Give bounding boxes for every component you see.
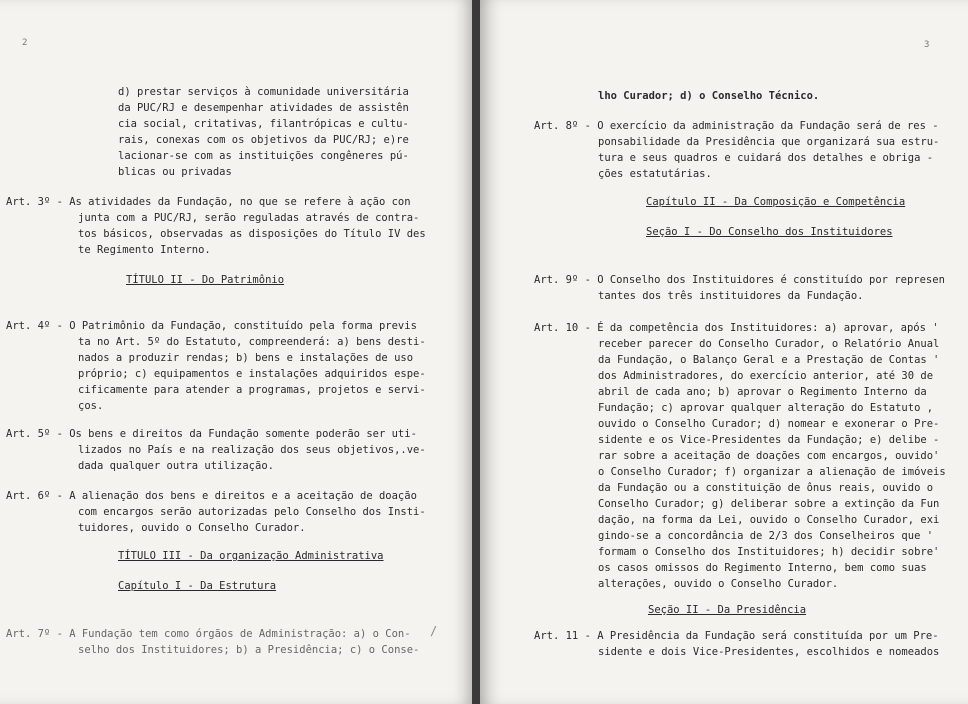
text-line: tos básicos, observadas as disposições do Título IV des [78, 228, 426, 240]
text-line: tuidores, ouvido o Conselho Curador. [78, 522, 306, 534]
text-line: Conselho Curador; g) deliberar sobre a extinção da Fun [598, 498, 940, 510]
text-line: te Regimento Interno. [78, 244, 211, 256]
text-line: gindo-se a concordância de 2/3 dos Conselheiros que ' [598, 530, 934, 542]
text-line: rais, conexas com os objetivos da PUC/RJ; e)re [118, 134, 409, 146]
text-line: receber parecer do Conselho Curador, o Relatório Anual [598, 338, 940, 350]
article-line: Art. 9º - O Conselho dos Instituidores é constituído por represen [534, 274, 945, 286]
text-line: cia social, critativas, filantrópicas e cultu- [118, 118, 409, 130]
text-line: Fundação; c) aprovar qualquer alteração do Estatuto , [598, 402, 934, 414]
text-line: dada qualquer outra utilização. [78, 460, 274, 472]
text-line: cificamente para atender a programas, projetos e servi- [78, 384, 426, 396]
section-heading: Seção I - Do Conselho dos Instituidores [646, 226, 893, 238]
text-line: formam o Conselho dos Instituidores; h) decidir sobre' [598, 546, 940, 558]
text-line: selho dos Instituidores; b) a Presidência; c) o Conse- [78, 644, 420, 656]
article-line: Art. 7º - A Fundação tem como órgãos de Administração: a) o Con- [6, 628, 411, 640]
article-line: Art. 11 - A Presidência da Fundação será constituída por um Pre- [534, 630, 939, 642]
text-line: nados a produzir rendas; b) bens e instalações de uso [78, 352, 414, 364]
article-line: Art. 5º - Os bens e direitos da Fundação somente poderão ser uti- [6, 428, 417, 440]
text-line: sidente e dois Vice-Presidentes, escolhidos e nomeados [598, 646, 940, 658]
text-line: tura e seus quadros e cuidará dos detalhes e obriga - [598, 152, 934, 164]
article-line: Art. 3º - As atividades da Fundação, no que se refere à ação con [6, 196, 411, 208]
article-line: Art. 8º - O exercício da administração da Fundação será de res - [534, 120, 939, 132]
article-line: Art. 6º - A alienação dos bens e direitos e a aceitação de doação [6, 490, 417, 502]
text-line: lizados no País e na realização dos seus objetivos,.ve- [78, 444, 426, 456]
left-page: 2 d) prestar serviços à comunidade universitária da PUC/RJ e desempenhar atividades de assistên cia social, critativas, filantrópicas e cultu- rais, conexas com os objetivos da PUC/RJ; e)re lacionar-se com as instituições congêneres pú- blicas ou privadas Art. 3º - As atividades da Fundação, no que se refere à ação con junta com a PUC/RJ, serão reguladas através de contra- tos básicos, observadas as disposições do Título IV des te Regimento Interno. TÍTULO II - Do Patrimônio Art. 4º - O Patrimônio da Fundação, constituído pela forma previs ta no Art. 5º do Estatuto, compreenderá: a) bens desti- nados a produzir rendas; b) bens e instalações de uso próprio; c) equipamentos e instalações adquiridos espe- cificamente para atender a programas, projetos e servi- ços. Art. 5º - Os bens e direitos da Fundação somente poderão ser uti- lizados no País e na realização dos seus objetivos,.ve- dada qualquer outra utilização. Art. 6º - A alienação dos bens e direitos e a aceitação de doação com encargos serão autorizadas pelo Conselho dos Insti- tuidores, ouvido o Conselho Curador. TÍTULO III - Da organização Administrativa Capítulo I - Da Estrutura Art. 7º - A Fundação tem como órgãos de Administração: a) o Con- selho dos Instituidores; b) a Presidência; c) o Conse- / [0, 0, 474, 704]
text-line: da Fundação ou a constituição de ônus reais, ouvido o [598, 482, 934, 494]
section-heading: Capítulo II - Da Composição e Competência [646, 196, 906, 208]
text-line: lacionar-se com as instituições congêneres pú- [118, 150, 409, 162]
article-line: Art. 10 - É da competência dos Instituidores: a) aprovar, após ' [534, 322, 939, 334]
text-line: próprio; c) equipamentos e instalações adquiridos espe- [78, 368, 426, 380]
section-heading: TÍTULO III - Da organização Administrativa [118, 550, 384, 562]
text-line: d) prestar serviços à comunidade universitária [118, 86, 409, 98]
text-line: ços. [78, 400, 104, 412]
text-line: alterações, ouvido o Conselho Curador. [598, 578, 839, 590]
text-line: da PUC/RJ e desempenhar atividades de assistên [118, 102, 409, 114]
text-line: junta com a PUC/RJ, serão reguladas através de contra- [78, 212, 420, 224]
page-number: 3 [924, 40, 930, 50]
text-line: ções estatutárias. [598, 168, 712, 180]
text-line: abril de cada ano; b) aprovar o Regimento Interno da [598, 386, 927, 398]
section-heading: TÍTULO II - Do Patrimônio [126, 274, 285, 286]
right-page [480, 0, 968, 704]
text-line: o Conselho Curador; f) organizar a alienação de imóveis [598, 466, 946, 478]
text-line: tantes dos três instituidores da Fundação. [598, 290, 864, 302]
text-line: dação, na forma da Lei, ouvido o Conselho Curador, exi [598, 514, 940, 526]
page-number: 2 [22, 38, 28, 48]
text-line: ta no Art. 5º do Estatuto, compreenderá: a) bens desti- [78, 336, 426, 348]
text-line: com encargos serão autorizadas pelo Conselho dos Insti- [78, 506, 426, 518]
text-line: rar sobre a aceitação de doações com encargos, ouvido' [598, 450, 940, 462]
text-line: sidente e os Vice-Presidentes da Fundação; e) delibe - [598, 434, 940, 446]
text-line: blicas ou privadas [118, 166, 232, 178]
text-line: os casos omissos do Regimento Interno, bem como suas [598, 562, 927, 574]
text-line: ouvido o Conselho Curador; d) nomear e exonerar o Pre- [598, 418, 940, 430]
text-line: da Fundação, o Balanço Geral e a Prestação de Contas ' [598, 354, 940, 366]
text-line: ponsabilidade da Presidência que organizará sua estru- [598, 136, 940, 148]
text-line: dos Administradores, do exercício anterior, até 30 de [598, 370, 934, 382]
section-heading: Seção II - Da Presidência [648, 604, 807, 616]
text-line: lho Curador; d) o Conselho Técnico. [598, 90, 820, 102]
article-line: Art. 4º - O Patrimônio da Fundação, constituído pela forma previs [6, 320, 417, 332]
section-heading: Capítulo I - Da Estrutura [118, 580, 277, 592]
